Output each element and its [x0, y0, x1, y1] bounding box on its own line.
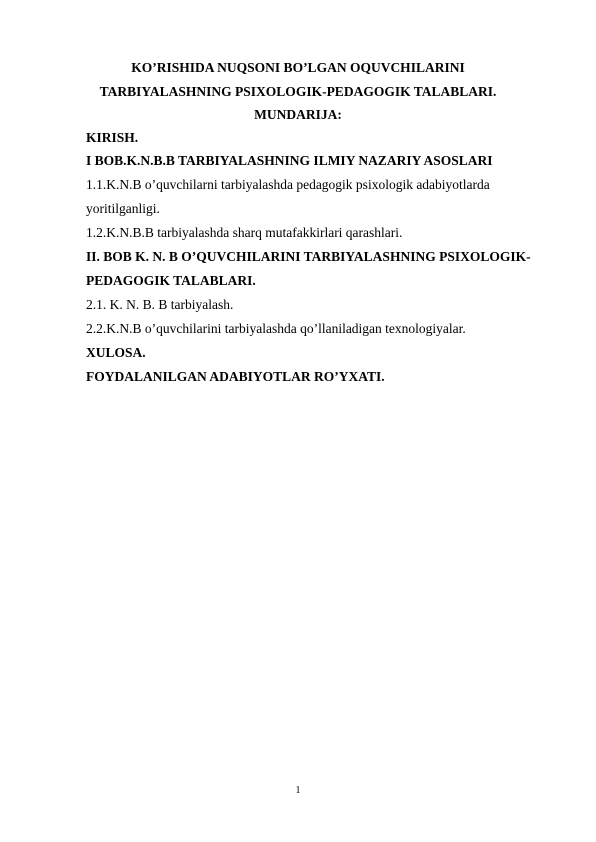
toc-references: FOYDALANILGAN ADABIYOTLAR RO’YXATI. — [86, 369, 385, 384]
toc-section-2-1: 2.1. K. N. B. B tarbiyalash. — [86, 297, 234, 312]
toc-section-2-2: 2.2.K.N.B o’quvchilarini tarbiyalashda qo’llaniladigan texnologiyalar. — [86, 321, 466, 336]
toc-chapter-2-line-2: PEDAGOGIK TALABLARI. — [86, 273, 256, 288]
toc-section-1-2: 1.2.K.N.B.B tarbiyalashda sharq mutafakkirlari qarashlari. — [86, 225, 403, 240]
toc-chapter-2-line-1: II. BOB K. N. B O’QUVCHILARINI TARBIYALASHNING PSIXOLOGIK- — [86, 249, 531, 264]
contents-heading: MUNDARIJA: — [254, 107, 342, 122]
toc-chapter-1: I BOB.K.N.B.B TARBIYALASHNING ILMIY NAZARIY ASOSLARI — [86, 153, 493, 168]
document-title-line-1: KO’RISHIDA NUQSONI BO’LGAN OQUVCHILARINI — [131, 60, 465, 75]
page-number: 1 — [295, 785, 301, 796]
toc-conclusion: XULOSA. — [86, 345, 146, 360]
toc-section-1-1-line-2: yoritilganligi. — [86, 201, 160, 216]
toc-section-1-1-line-1: 1.1.K.N.B o’quvchilarni tarbiyalashda pedagogik psixologik adabiyotlarda — [86, 177, 490, 192]
document-title-line-2: TARBIYALASHNING PSIXOLOGIK-PEDAGOGIK TALABLARI. — [99, 84, 497, 99]
toc-intro: KIRISH. — [86, 130, 139, 145]
